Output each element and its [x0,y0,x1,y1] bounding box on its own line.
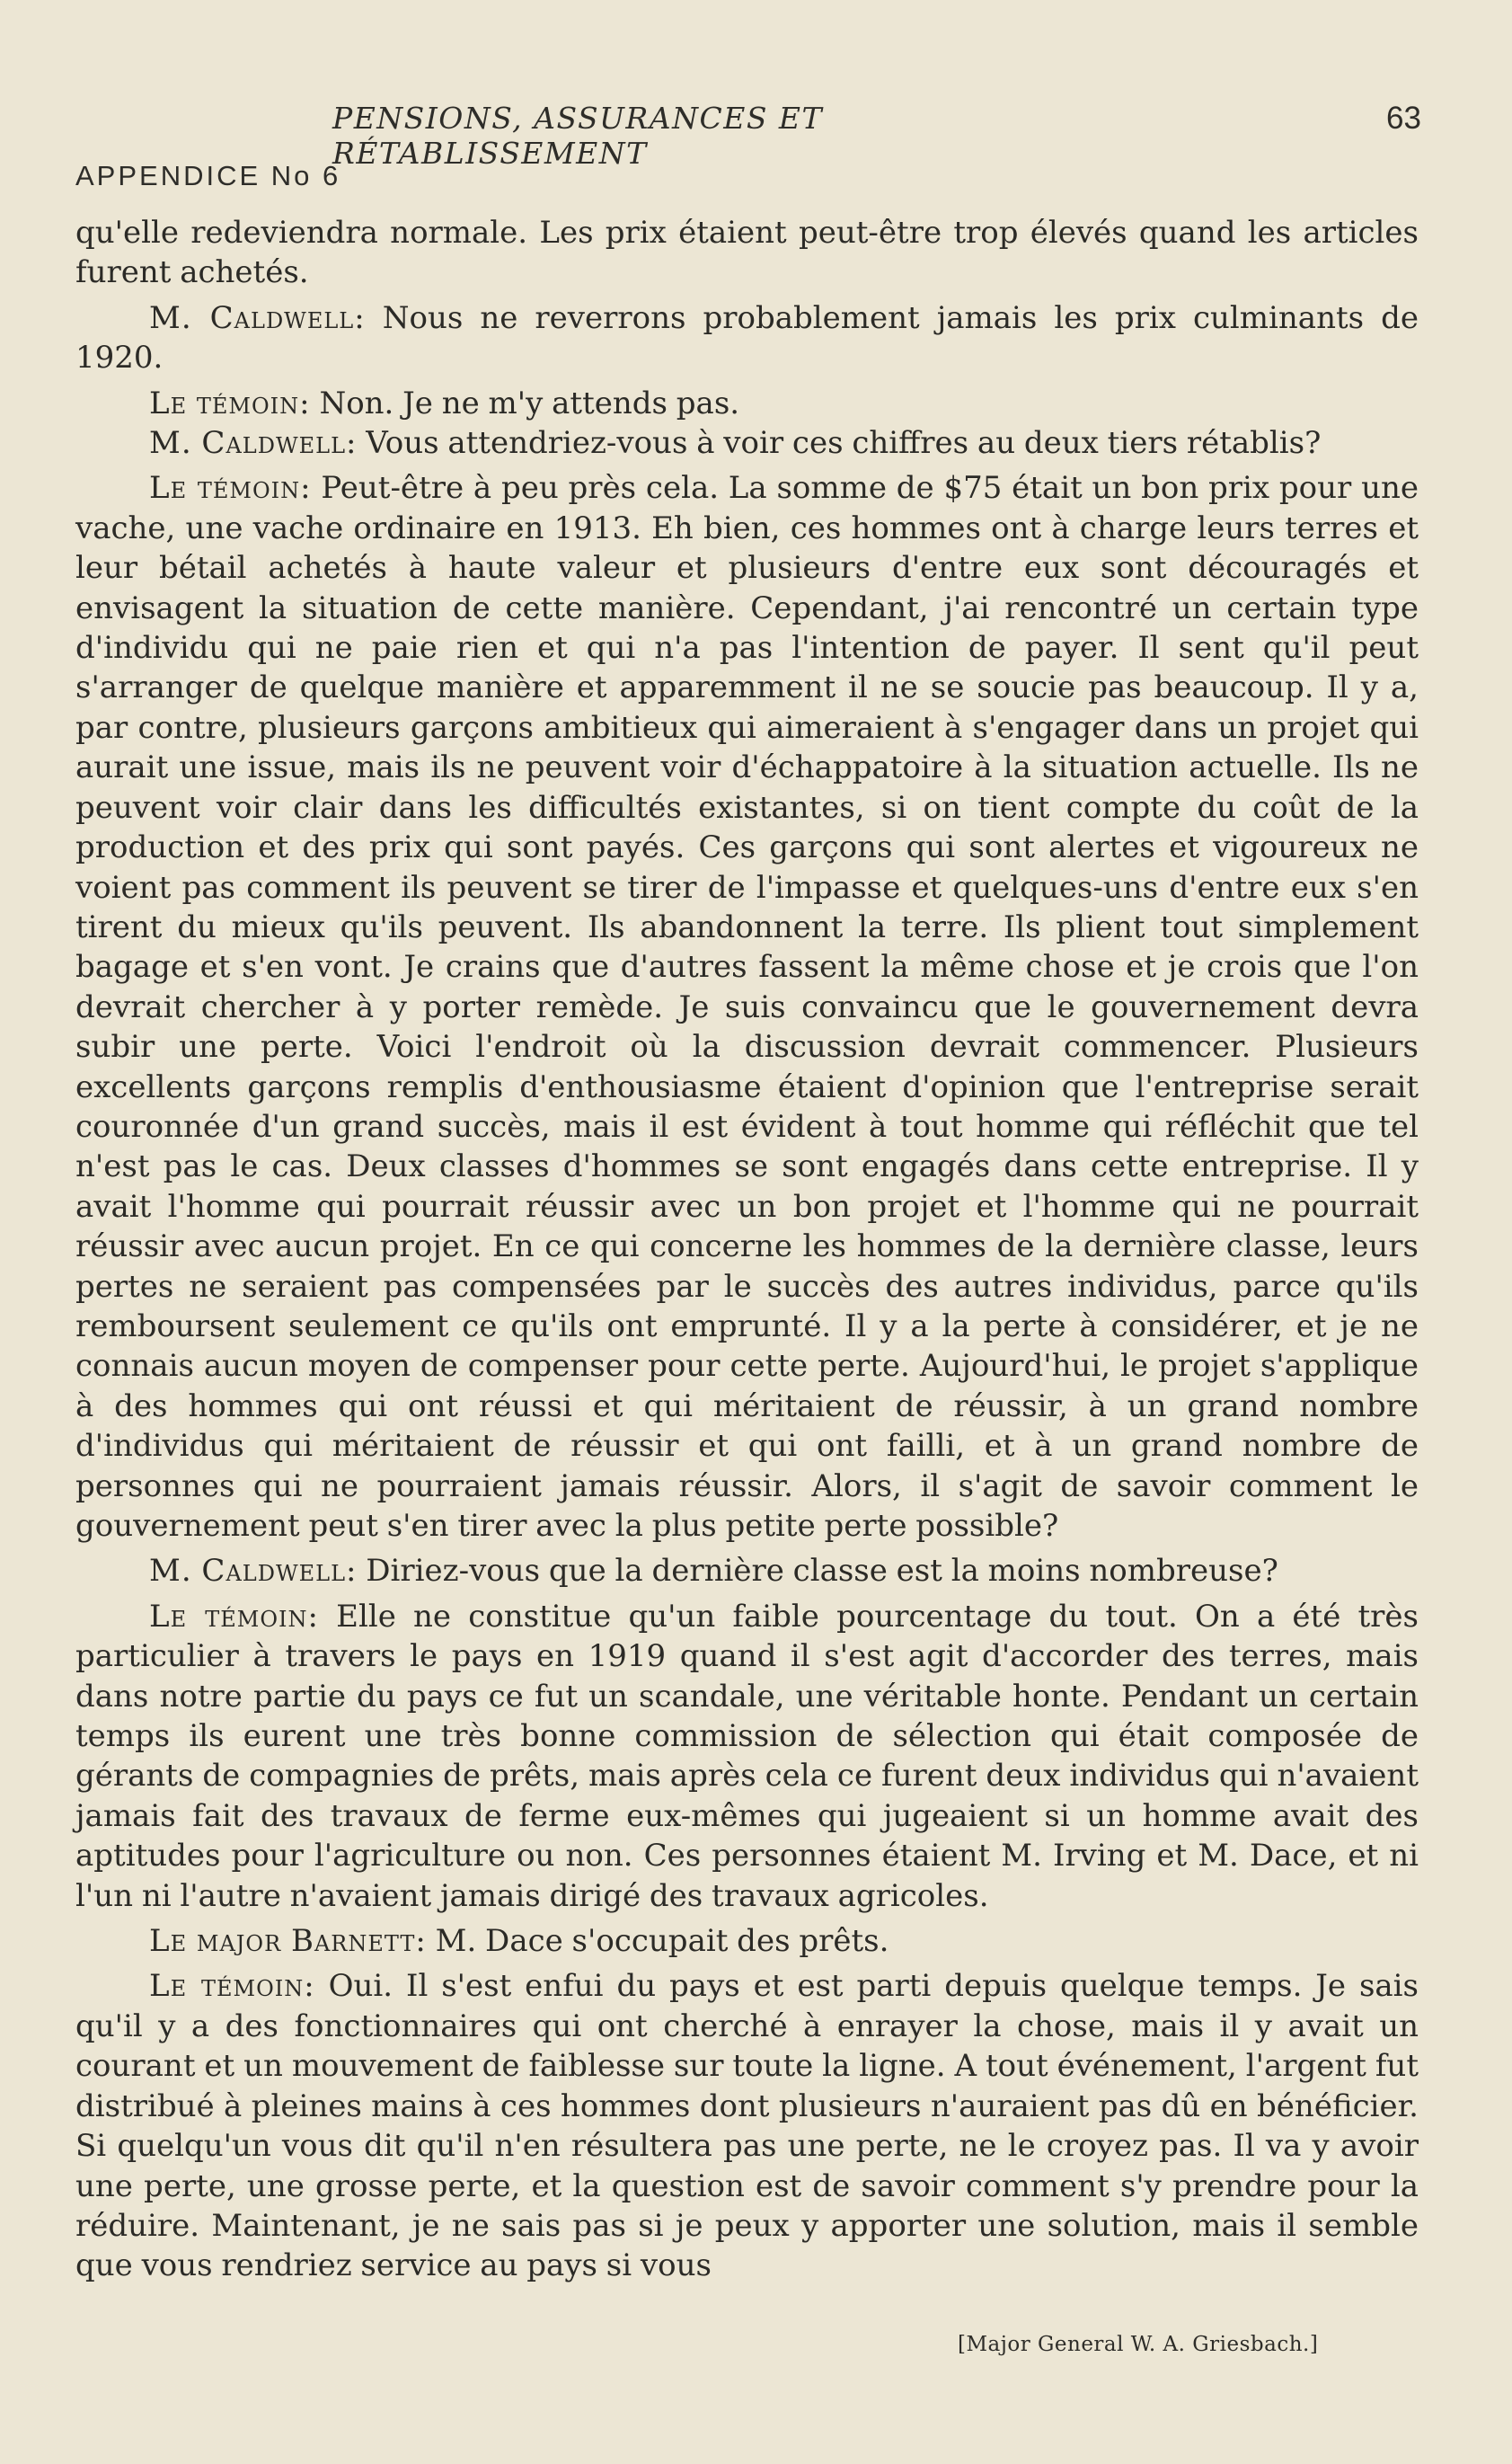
paragraph-barnett [75,1921,1419,1961]
paragraph-witness-4 [75,1966,1419,2285]
paragraph-text: Oui. Il s'est enfui du pays et est parti depuis quelque temps. Je sais qu'il y a des fonctionnaires qui ont cherché à enrayer la chose, mais il y avait un courant et un mouvement de faiblesse sur toute la ligne. A tout événement, l'argent fut distribué à pleines mains à ces hommes dont plusieurs n'auraient pas dû en bénéficier. Si quelqu'un vous dit qu'il n'en résultera pas une perte, ne le croyez pas. Il va y avoir une perte, une grosse perte, et la question est de savoir comment s'y prendre pour la réduire. Maintenant, je ne sais pas si je peux y apporter une solution, mais il semble que vous rendriez service au pays si vous [75,1968,1419,2284]
paragraph-witness-3 [75,1597,1419,1916]
speaker-name: Le témoin: [149,1598,319,1635]
speaker-name: M. Caldwell: [149,299,366,336]
paragraph-text: Non. Je ne m'y attends pas. [319,385,740,421]
footer-signature: [Major General W. A. Griesbach.] [958,2333,1319,2356]
speaker-name: M. Caldwell: [149,425,358,462]
paragraph-text: Nous ne reverrons probablement jamais les prix culminants de 1920. [75,299,1419,377]
speaker-name: Le témoin: [149,470,312,507]
paragraph-text: qu'elle redeviendra normale. Les prix étaient peut-être trop élevés quand les articles furent achetés. [75,215,1419,291]
paragraph-text: M. Dace s'occupait des prêts. [435,1923,889,1960]
page-number: 63 [1386,101,1421,136]
paragraph-witness-1 [75,384,1419,423]
paragraph-text: Diriez-vous que la dernière classe est la moins nombreuse? [366,1553,1278,1590]
paragraph-text: Elle ne constitue qu'un faible pourcentage du tout. On a été très particulier à travers le pays en 1919 quand il s'est agit d'accorder des terres, mais dans notre partie du pays ce fut un scandale, une véritable honte. Pendant un certain temps ils eurent une très bonne commission de sélection qui était composée de gérants de compagnies de prêts, mais après cela ce furent deux individus qui n'avaient jamais fait des travaux de ferme eux-mêmes qui jugeaient si un homme avait des aptitudes pour l'agriculture ou non. Ces personnes étaient M. Irving et M. Dace, et ni l'un ni l'autre n'avaient jamais dirigé des travaux agricoles. [75,1598,1419,1914]
paragraph-continuation [75,213,1419,293]
speaker-name: Le témoin: [149,385,311,421]
paragraph-caldwell-2 [75,423,1419,463]
paragraph-caldwell-1 [75,298,1419,378]
running-head-title: PENSIONS, ASSURANCES ET RÉTABLISSEMENT [332,101,824,171]
paragraph-text: Vous attendriez-vous à voir ces chiffres au deux tiers rétablis? [366,425,1322,462]
speaker-name: Le témoin: [149,1968,315,2005]
paragraph-witness-2 [75,468,1419,1546]
speaker-name: Le major Barnett: [149,1923,427,1960]
speaker-name: M. Caldwell: [149,1553,358,1590]
paragraph-caldwell-3 [75,1551,1419,1591]
paragraph-text: Peut-être à peu près cela. La somme de $75 était un bon prix pour une vache, une vache ordinaire en 1913. Eh bien, ces hommes ont à charge leurs terres et leur bétail achetés à haute valeur et plusieurs d'entre eux sont découragés et envisagent la situation de cette manière. Cependant, j'ai rencontré un certain type d'individu qui ne paie rien et qui n'a pas l'intention de payer. Il sent qu'il peut s'arranger de quelque manière et apparemment il ne se soucie pas beaucoup. Il y a, par contre, plusieurs garçons ambitieux qui aimeraient à s'engager dans un projet qui aurait une issue, mais ils ne peuvent voir d'échappatoire à la situation actuelle. Ils ne peuvent voir clair dans les difficultés existantes, si on tient compte du coût de la production et des prix qui sont payés. Ces garçons qui sont alertes et vigoureux ne voient pas comment ils peuvent se tirer de l'impasse et quelques-uns d'entre eux s'en tirent du mieux qu'ils peuvent. Ils abandonnent la terre. Ils plient tout simplement bagage et s'en vont. Je crains que d'autres fassent la même chose et je crois que l'on devrait chercher à y porter remède. Je suis convaincu que le gouvernement devra subir une perte. Voici l'endroit où la discussion devrait commencer. Plusieurs excellents garçons remplis d'enthousiasme étaient d'opinion que l'entreprise serait couronnée d'un grand succès, mais il est évident à tout homme qui réfléchit que tel n'est pas le cas. Deux classes d'hommes se sont engagés dans cette entreprise. Il y avait l'homme qui pourrait réussir avec un bon projet et l'homme qui ne pourrait réussir avec aucun projet. En ce qui concerne les hommes de la dernière classe, leurs pertes ne seraient pas compensées par le succès des autres individus, parce qu'ils remboursent seulement ce qu'ils ont emprunté. Il y a la perte à considérer, et je ne connais aucun moyen de compenser pour cette perte. Aujourd'hui, le projet s'applique à des hommes qui ont réussi et qui méritaient de réussir, à un grand nombre d'individus qui méritaient de réussir et qui ont failli, et à un grand nombre de personnes qui ne pourraient jamais réussir. Alors, il s'agit de savoir comment le gouvernement peut s'en tirer avec la plus petite perte possible? [75,470,1419,1544]
body-text [75,213,1419,2286]
appendix-label: APPENDICE No 6 [75,160,341,191]
